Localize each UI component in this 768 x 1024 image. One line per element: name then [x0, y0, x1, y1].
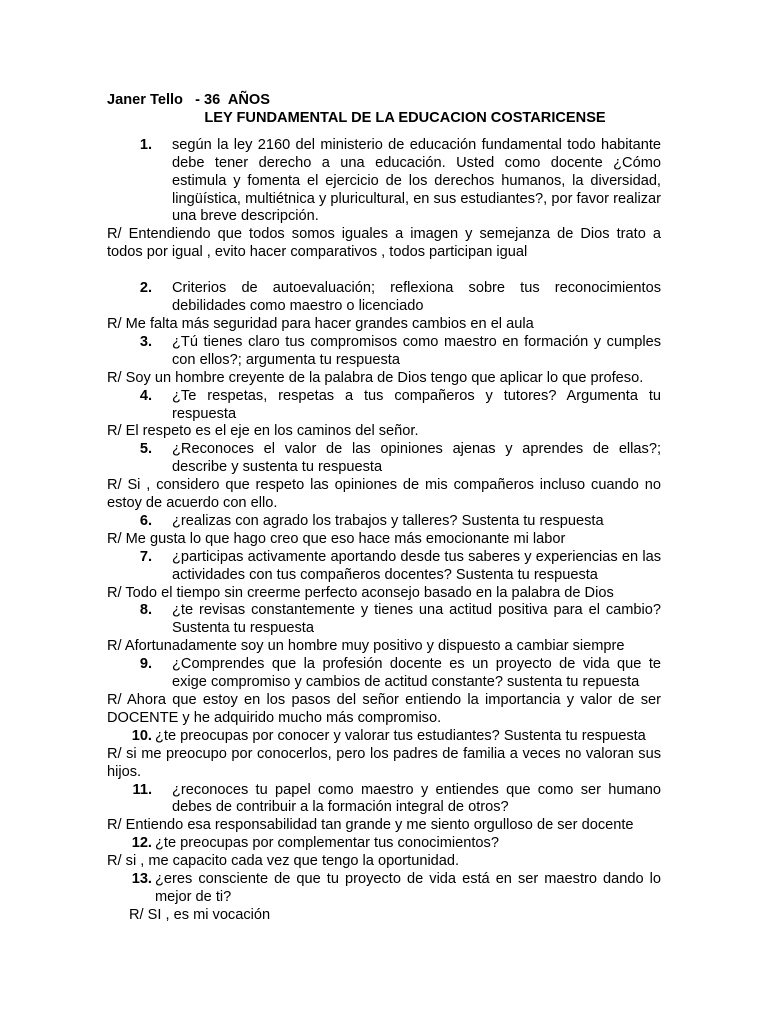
- question-number: 11.: [132, 781, 152, 798]
- question-number: 9.: [139, 656, 152, 673]
- question-text: ¿te preocupas por conocer y valorar tus estudiantes? Sustenta tu respuesta: [155, 727, 646, 744]
- question-number: 2.: [139, 280, 152, 297]
- document-body: [107, 92, 661, 925]
- question-number: 12.: [131, 835, 152, 852]
- question-text: ¿Comprendes que la profesión docente es un proyecto de vida que te exige compromiso y cambios de actitud constante? sustenta tu repuesta: [172, 656, 661, 691]
- question-text: ¿Tú tienes claro tus compromisos como maestro en formación y cumples con ellos?; argumenta tu respuesta: [172, 333, 661, 368]
- question-number: 5.: [139, 441, 152, 458]
- answer-8: R/ Afortunadamente soy un hombre muy positivo y dispuesto a cambiar siempre: [107, 638, 625, 655]
- question-6: [128, 513, 661, 531]
- spacer: [107, 262, 661, 280]
- question-7: [128, 549, 661, 585]
- question-3: [128, 334, 661, 370]
- question-11: [128, 782, 661, 818]
- question-number: 13.: [131, 871, 152, 888]
- answer-13: R/ SI , es mi vocación: [129, 906, 271, 923]
- question-number: 6.: [139, 512, 152, 529]
- question-12: [128, 835, 661, 853]
- question-13: [128, 871, 661, 907]
- answer-12: R/ si , me capacito cada vez que tengo la oportunidad.: [107, 853, 460, 870]
- question-text: ¿eres consciente de que tu proyecto de vida está en ser maestro dando lo mejor de ti?: [155, 871, 661, 905]
- question-9: [128, 656, 661, 692]
- question-text: ¿te preocupas por complementar tus conocimientos?: [155, 835, 499, 852]
- author-line: Janer Tello - 36 AÑOS: [107, 92, 271, 108]
- answer-3: R/ Soy un hombre creyente de la palabra de Dios tengo que aplicar lo que profeso.: [107, 369, 644, 386]
- question-number: 3.: [139, 333, 152, 350]
- question-10: [128, 728, 661, 746]
- answer-9: R/ Ahora que estoy en los pasos del señor entiendo la importancia y valor de ser DOCENTE y he adquirido mucho más compromiso.: [107, 692, 661, 726]
- question-8: [128, 602, 661, 638]
- question-text: ¿Te respetas, respetas a tus compañeros y tutores? Argumenta tu respuesta: [172, 387, 661, 422]
- question-text: según la ley 2160 del ministerio de educación fundamental todo habitante debe tener derecho a una educación. Usted como docente ¿Cómo estimula y fomenta el ejercicio de los derechos humanos, la diversidad, lingüística, multiétnica y pluricultural, en sus estudiantes?, por favor realizar una breve descripción.: [172, 136, 661, 225]
- answer-7: R/ Todo el tiempo sin creerme perfecto aconsejo basado en la palabra de Dios: [107, 584, 614, 601]
- question-4: [128, 388, 661, 424]
- question-text: ¿participas activamente aportando desde tus saberes y experiencias en las actividades con tus compañeros docentes? Sustenta tu respuesta: [172, 548, 661, 583]
- question-2: [128, 280, 661, 316]
- question-text: Criterios de autoevaluación; reflexiona sobre tus reconocimientos debilidades como maestro o licenciado: [172, 280, 661, 315]
- answer-2: R/ Me falta más seguridad para hacer grandes cambios en el aula: [107, 315, 534, 332]
- question-5: [128, 441, 661, 477]
- question-number: 4.: [139, 387, 152, 404]
- question-text: ¿realizas con agrado los trabajos y talleres? Sustenta tu respuesta: [172, 512, 604, 529]
- answer-4: R/ El respeto es el eje en los caminos del señor.: [107, 423, 419, 440]
- answer-1: R/ Entendiendo que todos somos iguales a imagen y semejanza de Dios trato a todos por igual , evito hacer comparativos , todos participan igual: [107, 226, 661, 261]
- answer-11: R/ Entiendo esa responsabilidad tan grande y me siento orgulloso de ser docente: [107, 817, 634, 834]
- question-number: 7.: [139, 548, 152, 565]
- question-number: 8.: [139, 602, 152, 619]
- document-title: LEY FUNDAMENTAL DE LA EDUCACION COSTARICENSE: [204, 109, 606, 126]
- question-number: 10.: [131, 727, 152, 744]
- question-number: 1.: [139, 136, 152, 153]
- question-1: [128, 137, 661, 227]
- answer-5: R/ Si , considero que respeto las opiniones de mis compañeros incluso cuando no estoy de acuerdo con ello.: [107, 477, 661, 512]
- answer-10: R/ si me preocupo por conocerlos, pero los padres de familia a veces no valoran sus hijos.: [107, 745, 661, 780]
- question-text: ¿te revisas constantemente y tienes una actitud positiva para el cambio? Sustenta tu respuesta: [172, 602, 661, 637]
- question-text: ¿Reconoces el valor de las opiniones ajenas y aprendes de ellas?; describe y sustenta tu respuesta: [172, 441, 661, 476]
- question-text: ¿reconoces tu papel como maestro y entiendes que como ser humano debes de contribuir a la formación integral de otros?: [172, 781, 661, 816]
- answer-6: R/ Me gusta lo que hago creo que eso hace más emocionante mi labor: [107, 530, 566, 547]
